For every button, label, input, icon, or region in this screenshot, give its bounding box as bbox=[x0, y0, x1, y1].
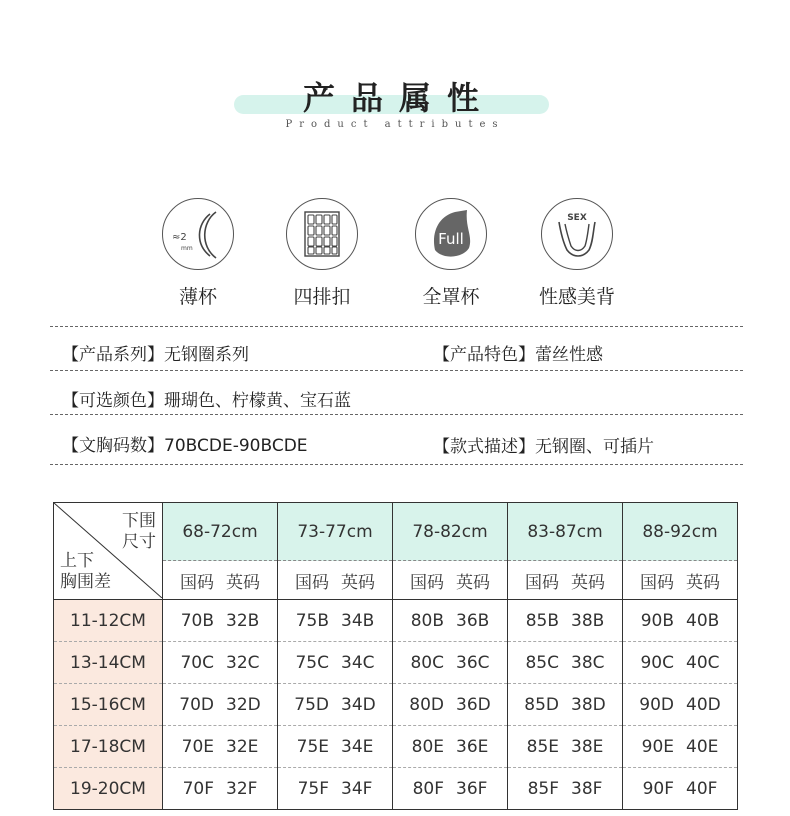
feature-label: 全罩杯 bbox=[422, 286, 480, 308]
feature-full-cup bbox=[401, 198, 501, 309]
column-header-range: 78-82cm bbox=[393, 503, 508, 561]
sexy-back-icon bbox=[541, 198, 613, 270]
table-corner bbox=[54, 503, 163, 600]
attr-divider bbox=[50, 464, 743, 465]
feature-four-row-hook bbox=[272, 198, 372, 309]
attr-divider bbox=[50, 326, 743, 327]
sexy-back-icon-text: SEX bbox=[567, 213, 587, 223]
attr-divider bbox=[50, 370, 743, 371]
full-cup-icon bbox=[415, 198, 487, 270]
table-row bbox=[54, 642, 738, 684]
table-cell: 70C 32C bbox=[163, 642, 278, 684]
table-cell: 90D 40D bbox=[623, 684, 738, 726]
table-cell: 85F 38F bbox=[508, 768, 623, 810]
feature-label: 薄杯 bbox=[178, 286, 217, 308]
table-cell: 85B 38B bbox=[508, 600, 623, 642]
row-header-difference: 19-20CM bbox=[54, 768, 163, 810]
attr-series-label: 【产品系列】 bbox=[62, 345, 164, 365]
column-header-range: 73-77cm bbox=[278, 503, 393, 561]
thin-cup-icon bbox=[162, 198, 234, 270]
table-cell: 75F 34F bbox=[278, 768, 393, 810]
table-cell: 75D 34D bbox=[278, 684, 393, 726]
column-header-range: 68-72cm bbox=[163, 503, 278, 561]
attr-divider bbox=[50, 414, 743, 415]
attr-colors bbox=[62, 386, 351, 411]
column-subheader: 国码 英码 bbox=[278, 561, 393, 600]
corner-underbust-label: 下围 尺寸 bbox=[122, 511, 156, 552]
table-cell: 90B 40B bbox=[623, 600, 738, 642]
table-cell: 75B 34B bbox=[278, 600, 393, 642]
table-cell: 85C 38C bbox=[508, 642, 623, 684]
column-subheader: 国码 英码 bbox=[393, 561, 508, 600]
column-subheader: 国码 英码 bbox=[163, 561, 278, 600]
table-cell: 75C 34C bbox=[278, 642, 393, 684]
attr-style-label: 【款式描述】 bbox=[433, 437, 535, 457]
page-title: 产品属性 bbox=[302, 79, 495, 117]
table-row bbox=[54, 600, 738, 642]
attr-feature bbox=[433, 340, 603, 365]
table-row bbox=[54, 726, 738, 768]
table-cell: 85E 38E bbox=[508, 726, 623, 768]
thin-cup-icon-unit: mm bbox=[181, 245, 193, 252]
table-cell: 80F 36F bbox=[393, 768, 508, 810]
attr-colors-label: 【可选颜色】 bbox=[62, 391, 164, 411]
table-row bbox=[54, 684, 738, 726]
table-cell: 90F 40F bbox=[623, 768, 738, 810]
feature-label: 性感美背 bbox=[538, 286, 615, 308]
attr-series bbox=[62, 340, 249, 365]
table-cell: 85D 38D bbox=[508, 684, 623, 726]
row-header-difference: 13-14CM bbox=[54, 642, 163, 684]
row-header-difference: 15-16CM bbox=[54, 684, 163, 726]
size-chart-table bbox=[53, 502, 738, 810]
attr-feature-value: 蕾丝性感 bbox=[535, 345, 603, 365]
table-cell: 80C 36C bbox=[393, 642, 508, 684]
attr-colors-value: 珊瑚色、柠檬黄、宝石蓝 bbox=[164, 391, 351, 411]
attr-style-value: 无钢圈、可插片 bbox=[535, 437, 654, 457]
attr-style bbox=[433, 432, 654, 457]
table-row bbox=[54, 768, 738, 810]
column-header-range: 88-92cm bbox=[623, 503, 738, 561]
attr-series-value: 无钢圈系列 bbox=[164, 345, 249, 365]
feature-thin-cup bbox=[148, 198, 248, 309]
page-subtitle: Product attributes bbox=[285, 119, 505, 130]
column-subheader: 国码 英码 bbox=[508, 561, 623, 600]
table-cell: 70E 32E bbox=[163, 726, 278, 768]
column-subheader: 国码 英码 bbox=[623, 561, 738, 600]
feature-label: 四排扣 bbox=[293, 286, 351, 308]
full-cup-icon-text: Full bbox=[438, 230, 464, 248]
thin-cup-icon-value: ≈2 bbox=[172, 232, 187, 243]
table-cell: 75E 34E bbox=[278, 726, 393, 768]
table-cell: 80B 36B bbox=[393, 600, 508, 642]
table-cell: 70B 32B bbox=[163, 600, 278, 642]
attr-feature-label: 【产品特色】 bbox=[433, 345, 535, 365]
corner-difference-label: 上下 胸围差 bbox=[60, 551, 111, 592]
table-cell: 80E 36E bbox=[393, 726, 508, 768]
attr-size-label: 【文胸码数】 bbox=[62, 436, 164, 456]
row-header-difference: 11-12CM bbox=[54, 600, 163, 642]
table-cell: 70F 32F bbox=[163, 768, 278, 810]
column-header-range: 83-87cm bbox=[508, 503, 623, 561]
feature-sexy-back bbox=[527, 198, 627, 309]
row-header-difference: 17-18CM bbox=[54, 726, 163, 768]
table-cell: 90C 40C bbox=[623, 642, 738, 684]
table-cell: 80D 36D bbox=[393, 684, 508, 726]
table-cell: 70D 32D bbox=[163, 684, 278, 726]
table-cell: 90E 40E bbox=[623, 726, 738, 768]
attr-size bbox=[62, 431, 308, 456]
four-row-hook-icon bbox=[286, 198, 358, 270]
attr-size-value: 70BCDE-90BCDE bbox=[164, 436, 308, 456]
